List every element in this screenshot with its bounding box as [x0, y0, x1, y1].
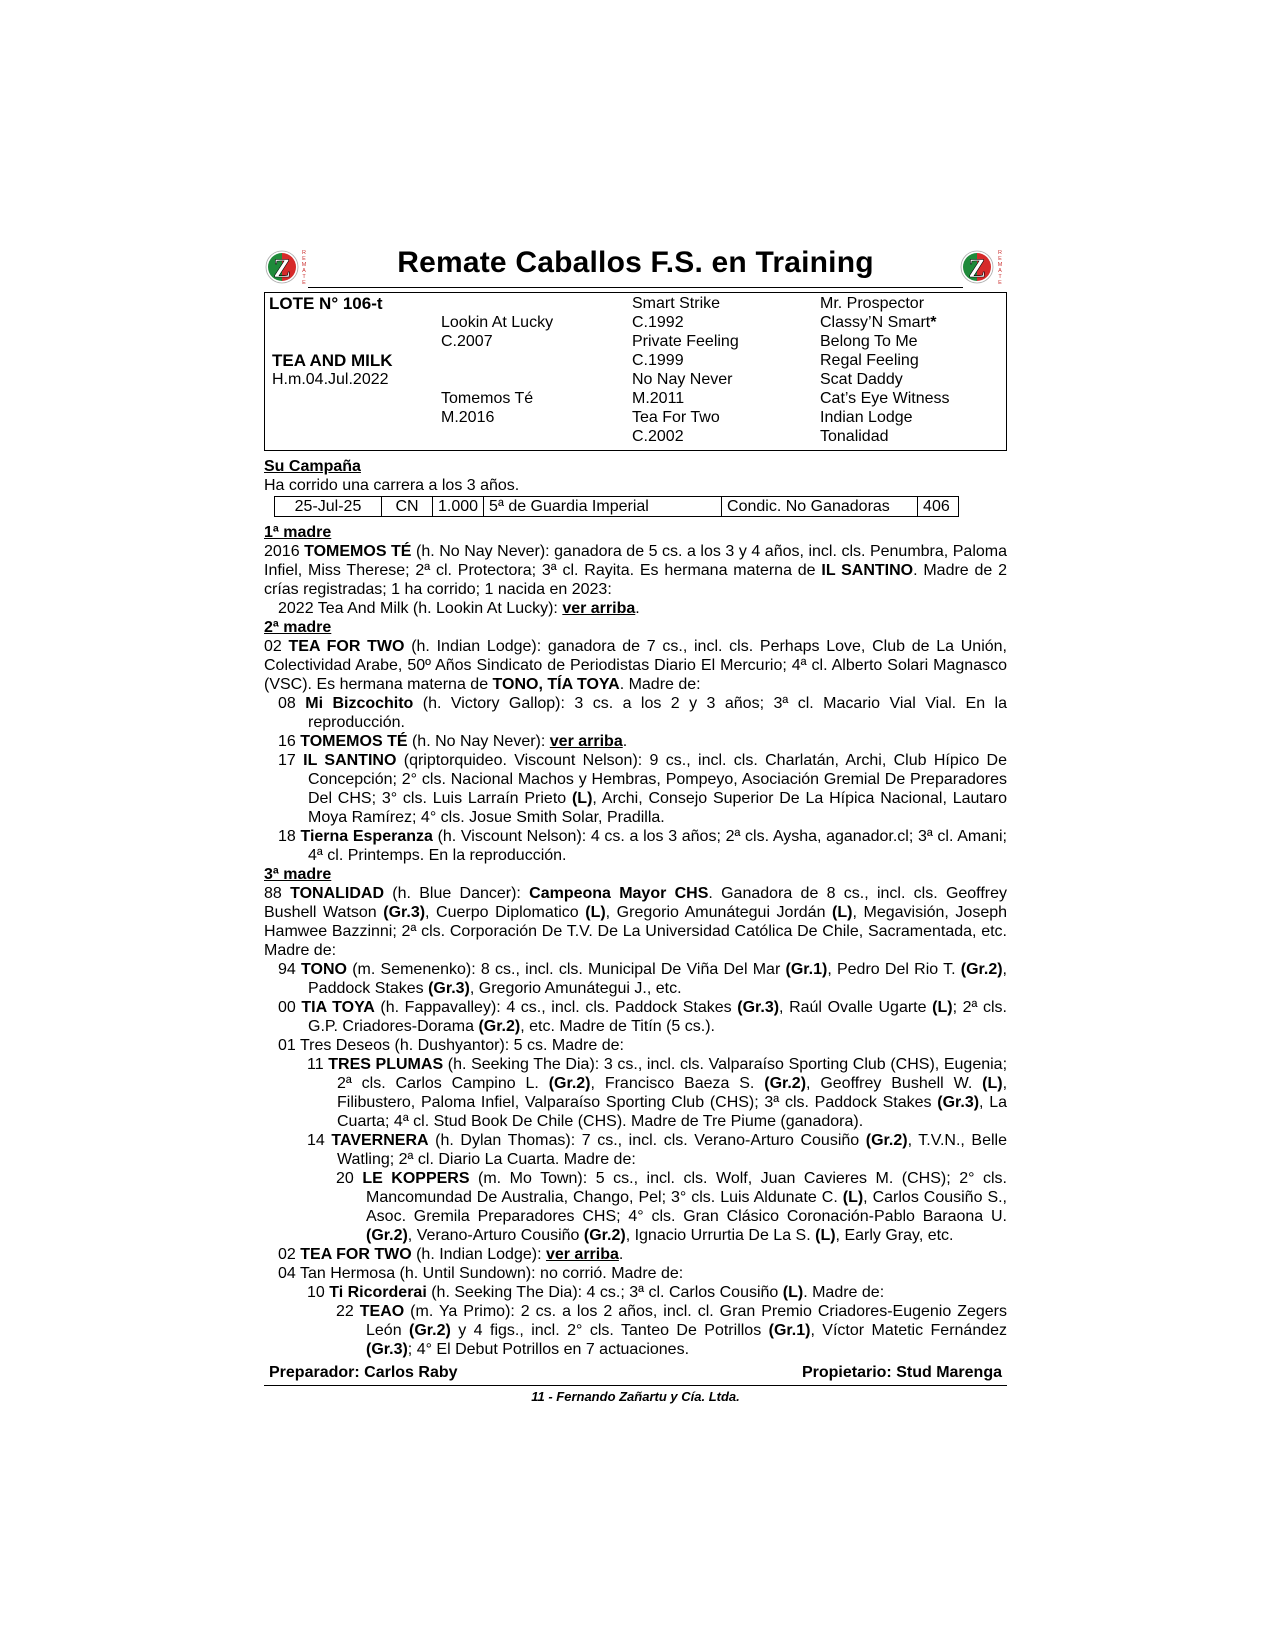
ancestor-1: Mr. Prospector [820, 295, 925, 312]
ancestor-2-name: Classy’N Smart [820, 314, 931, 331]
svg-text:A: A [998, 268, 1002, 274]
sire-dam: Private Feeling [632, 333, 739, 350]
race-date: 25-Jul-25 [275, 497, 382, 517]
sire-year: C.2007 [441, 333, 493, 350]
offspring-item: 02 TEA FOR TWO (h. Indian Lodge): ver arriba. [278, 1246, 624, 1263]
dam-dam-year: C.2002 [632, 428, 684, 445]
offspring-item: 08 Mi Bizcochito (h. Victory Gallop): 3 cs. a los 2 y 3 años; 3ª cl. Macario Vial Vial. En la reproducción. [278, 695, 1008, 731]
ancestor-2-mark: * [930, 314, 937, 331]
zr-logo-icon [264, 244, 316, 290]
page-title: Remate Caballos F.S. en Training [397, 246, 874, 279]
lot-number: LOTE N° 106-t [269, 294, 383, 313]
svg-text:M: M [301, 262, 307, 268]
ancestor-2 [820, 314, 936, 332]
sire-name: Lookin At Lucky [441, 314, 554, 331]
pedigree-box [264, 292, 1007, 451]
ancestor-8: Tonalidad [820, 428, 889, 445]
sire-dam-year: C.1999 [632, 352, 684, 369]
svg-text:A: A [302, 268, 306, 274]
footer [264, 1364, 1007, 1382]
grand-offspring-item: 14 TAVERNERA (h. Dylan Thomas): 7 cs., incl. cls. Verano-Arturo Cousiño (Gr.2), T.V.N., Belle Watling; 2ª cl. Diario La Cuarta. Madre de: [307, 1132, 1007, 1168]
ancestor-4: Regal Feeling [820, 352, 919, 369]
dam-dam: Tea For Two [632, 409, 720, 426]
footer-rule [264, 1385, 1007, 1386]
ancestor-6: Cat’s Eye Witness [820, 390, 950, 407]
race-number: 406 [918, 497, 959, 517]
horse-birth: H.m.04.Jul.2022 [272, 371, 389, 388]
header [264, 244, 1007, 290]
table-row [275, 497, 959, 517]
owner: Propietario: Stud Marenga [801, 1364, 1002, 1381]
ancestor-7: Indian Lodge [820, 409, 913, 426]
trainer: Preparador: Carlos Raby [269, 1364, 458, 1381]
offspring-item: 01 Tres Deseos (h. Dushyantor): 5 cs. Madre de: [278, 1037, 624, 1054]
second-dam-section [264, 618, 1007, 865]
great-grand-offspring-item: 20 LE KOPPERS (m. Mo Town): 5 cs., incl. cls. Wolf, Juan Cavieres M. (CHS); 2° cls. Mancomundad De Australia, Chango, Pel; 3° cls. Luis Aldunate C. (L), Carlos Cousiño S., Asoc. Gremila Preparadores CHS; 4° cls. Gran Clásico Coronación-Pablo Baraona U. (Gr.2), Verano-Arturo Cousiño (Gr.2), Ignacio Urrurtia De La S. (L), Early Gray, etc. [336, 1170, 1008, 1244]
zr-logo-icon [955, 244, 1007, 290]
second-dam-paragraph: 02 TEA FOR TWO (h. Indian Lodge): ganadora de 7 cs., incl. cls. Perhaps Love, Club de La Unión, Colectividad Arabe, 50º Años Sindicato de Periodistas Diario El Mercurio; 4ª cl. Alberto Solari Magnasco (VSC). Es hermana materna de TONO, TÍA TOYA. Madre de: [264, 638, 1008, 693]
svg-text:R: R [998, 250, 1002, 256]
offspring-item: 18 Tierna Esperanza (h. Viscount Nelson): 4 cs. a los 3 años; 2ª cls. Aysha, aganador.cl; 3ª cl. Amani; 4ª cl. Printemps. En la reproducción. [278, 828, 1008, 864]
great-grand-offspring-item: 22 TEAO (m. Ya Primo): 2 cs. a los 2 años, incl. cl. Gran Premio Criadores-Eugenio Zegers León (Gr.2) y 4 figs., incl. 2° cls. Tanteo De Potrillos (Gr.1), Víctor Matetic Fernández (Gr.3); 4° El Debut Potrillos en 7 actuaciones. [336, 1303, 1008, 1358]
third-dam-title: 3ª madre [264, 866, 332, 883]
svg-text:E: E [302, 256, 306, 262]
race-table [274, 496, 959, 517]
dam-sire: No Nay Never [632, 371, 733, 388]
first-dam-title: 1ª madre [264, 524, 332, 541]
catalog-page [264, 244, 1007, 1404]
third-dam-paragraph: 88 TONALIDAD (h. Blue Dancer): Campeona Mayor CHS. Ganadora de 8 cs., incl. cls. Geoffrey Bushell Watson (Gr.3), Cuerpo Diplomatico (L), Gregorio Amunátegui Jordán (L), Megavisión, Joseph Hamwee Bazzinni; 2ª cls. Corporación De T.V. De La Universidad Católica De Chile, Sacramentada, etc. Madre de: [264, 885, 1008, 959]
svg-text:R: R [302, 250, 306, 256]
sire-sire-year: C.1992 [632, 314, 684, 331]
page-number: 11 - Fernando Zañartu y Cía. Ltda. [531, 1389, 740, 1404]
ver-arriba-link[interactable]: ver arriba [545, 1246, 619, 1263]
offspring-item: 17 IL SANTINO (qriptorquideo. Viscount Nelson): 9 cs., incl. cls. Charlatán, Archi, Club Hípico De Concepción; 2° cls. Nacional Machos y Hembras, Pompeyo, Asociación Gremial De Preparadores Del CHS; 3° cls. Luis Larraín Prieto (L), Archi, Consejo Superior De La Hípica Nacional, Lautaro Moya Ramírez; 4° cls. Josue Smith Solar, Pradilla. [278, 752, 1008, 826]
svg-text:E: E [998, 280, 1002, 286]
sire-sire: Smart Strike [632, 295, 721, 312]
svg-text:Z: Z [968, 254, 986, 283]
svg-text:T: T [998, 274, 1002, 280]
first-dam-offspring: 2022 Tea And Milk (h. Lookin At Lucky): ver arriba. [278, 600, 640, 617]
dam-sire-year: M.2011 [632, 390, 685, 407]
svg-text:M: M [997, 262, 1003, 268]
first-dam-paragraph: 2016 TOMEMOS TÉ (h. No Nay Never): ganadora de 5 cs. a los 3 y 4 años, incl. cls. Penumbra, Paloma Infiel, Miss Therese; 2ª cl. Protectora; 3ª cl. Rayita. Es hermana materna de IL SANTINO. Madre de 2 crías registradas; 1 ha corrido; 1 nacida en 2023: [264, 543, 1008, 598]
svg-text:E: E [302, 280, 306, 286]
title-rule [308, 287, 963, 288]
race-track: CN [382, 497, 433, 517]
race-result: 5ª de Guardia Imperial [484, 497, 722, 517]
campaign-title: Su Campaña [264, 458, 361, 475]
campaign-summary: Ha corrido una carrera a los 3 años. [264, 477, 520, 494]
svg-text:T: T [302, 274, 306, 280]
horse-name: TEA AND MILK [272, 351, 393, 370]
grand-offspring-item: 10 Ti Ricorderai (h. Seeking The Dia): 4 cs.; 3ª cl. Carlos Cousiño (L). Madre de: [307, 1284, 885, 1301]
dam-name: Tomemos Té [441, 390, 534, 407]
dam-year: M.2016 [441, 409, 495, 426]
ancestor-3: Belong To Me [820, 333, 918, 350]
svg-text:E: E [998, 256, 1002, 262]
svg-text:Z: Z [273, 254, 291, 283]
race-condition: Condic. No Ganadoras [722, 497, 918, 517]
third-dam-section [264, 865, 1007, 1359]
second-dam-title: 2ª madre [264, 619, 332, 636]
offspring-item: 00 TIA TOYA (h. Fappavalley): 4 cs., incl. cls. Paddock Stakes (Gr.3), Raúl Ovalle Ugarte (L); 2ª cls. G.P. Criadores-Dorama (Gr.2), etc. Madre de Titín (5 cs.). [278, 999, 1007, 1035]
race-distance: 1.000 [433, 497, 484, 517]
offspring-item: 16 TOMEMOS TÉ (h. No Nay Never): ver arriba. [278, 733, 628, 750]
ver-arriba-link[interactable]: ver arriba [562, 600, 636, 617]
grand-offspring-item: 11 TRES PLUMAS (h. Seeking The Dia): 3 cs., incl. cls. Valparaíso Sporting Club (CHS), Eugenia; 2ª cls. Carlos Campino L. (Gr.2), Francisco Baeza S. (Gr.2), Geoffrey Bushell W. (L), Filibustero, Paloma Infiel, Valparaíso Sporting Club (CHS); 3ª cls. Paddock Stakes (Gr.3), La Cuarta; 4ª cl. Stud Book De Chile (CHS). Madre de Tre Piume (ganadora). [307, 1056, 1008, 1130]
first-dam-section [264, 523, 1007, 618]
ancestor-5: Scat Daddy [820, 371, 903, 388]
offspring-item: 94 TONO (m. Semenenko): 8 cs., incl. cls. Municipal De Viña Del Mar (Gr.1), Pedro Del Rio T. (Gr.2), Paddock Stakes (Gr.3), Gregorio Amunátegui J., etc. [278, 961, 1007, 997]
ver-arriba-link[interactable]: ver arriba [549, 733, 623, 750]
offspring-item: 04 Tan Hermosa (h. Until Sundown): no corrió. Madre de: [278, 1265, 684, 1282]
